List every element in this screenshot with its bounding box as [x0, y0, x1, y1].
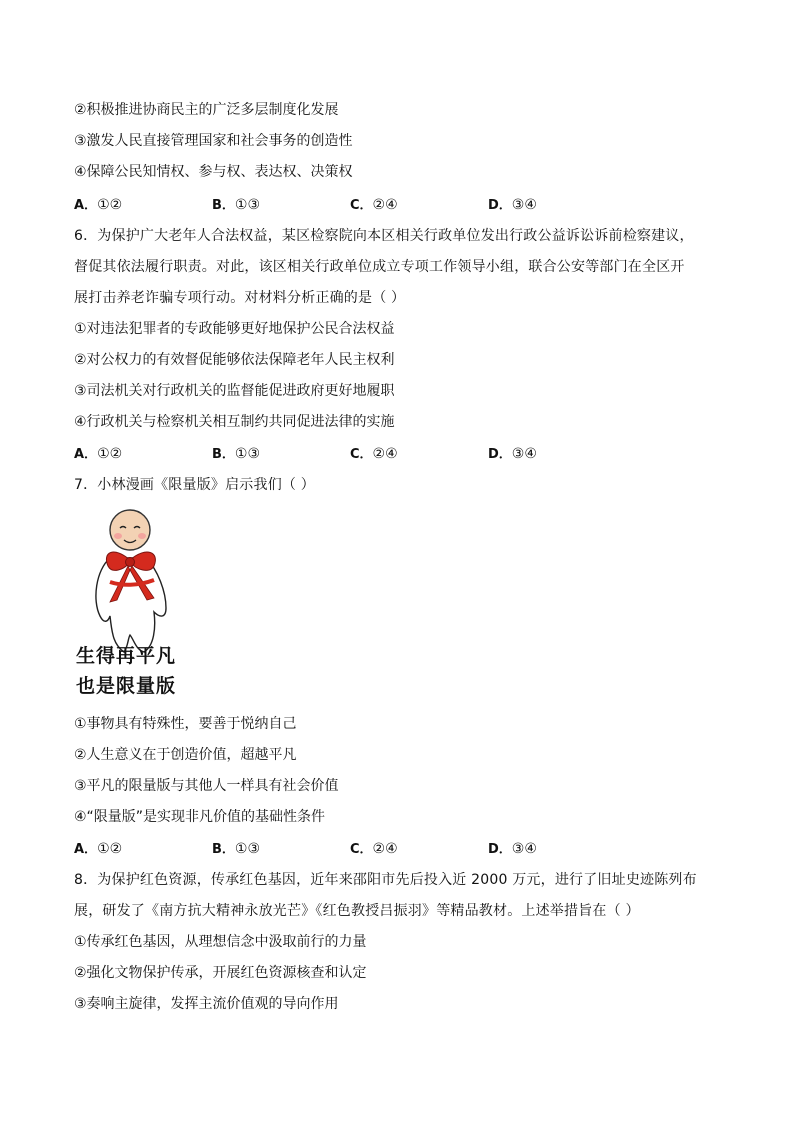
q6-stem-line-2: 督促其依法履行职责。对此，该区相关行政单位成立专项工作领导小组，联合公安等部门在全区开: [74, 259, 685, 275]
q6-choices: [74, 444, 714, 464]
q7-choice-b[interactable]: B．①③: [212, 841, 261, 857]
q5-choice-b[interactable]: B．①③: [212, 197, 261, 213]
q7-option-4: ④“限量版”是实现非凡价值的基础性条件: [74, 809, 326, 825]
q5-option-4: ④保障公民知情权、参与权、表达权、决策权: [74, 164, 353, 180]
q8-option-2: ②强化文物保护传承，开展红色资源核查和认定: [74, 965, 367, 981]
q6-choice-d[interactable]: D．③④: [488, 446, 537, 462]
cartoon-caption-line-2: 也是限量版: [76, 675, 177, 697]
q5-option-2: ②积极推进协商民主的广泛多层制度化发展: [74, 102, 339, 118]
q6-option-4: ④行政机关与检察机关相互制约共同促进法律的实施: [74, 414, 395, 430]
q6-choice-a[interactable]: A．①②: [74, 446, 123, 462]
q8-option-1: ①传承红色基因，从理想信念中汲取前行的力量: [74, 934, 367, 950]
q5-choice-a[interactable]: A．①②: [74, 197, 123, 213]
q6-choice-b[interactable]: B．①③: [212, 446, 261, 462]
q7-option-2: ②人生意义在于创造价值，超越平凡: [74, 747, 297, 763]
q7-choice-c[interactable]: C．②④: [350, 841, 398, 857]
q7-option-3: ③平凡的限量版与其他人一样具有社会价值: [74, 778, 339, 794]
q5-choice-d[interactable]: D．③④: [488, 197, 537, 213]
q8-stem-line-1: 8．为保护红色资源，传承红色基因，近年来邵阳市先后投入近 2000 万元，进行了旧址史迹陈列布: [74, 872, 697, 888]
q5-choice-c[interactable]: C．②④: [350, 197, 398, 213]
q6-option-2: ②对公权力的有效督促能够依法保障老年人民主权利: [74, 352, 395, 368]
q7-choice-a[interactable]: A．①②: [74, 841, 123, 857]
q6-stem-line-1: 6．为保护广大老年人合法权益，某区检察院向本区相关行政单位发出行政公益诉讼诉前检察建议，: [74, 228, 694, 244]
q7-choices: [74, 839, 714, 859]
q5-option-3: ③激发人民直接管理国家和社会事务的创造性: [74, 133, 353, 149]
q6-option-1: ①对违法犯罪者的专政能够更好地保护公民合法权益: [74, 321, 395, 337]
q8-stem-line-2: 展，研发了《南方抗大精神永放光芒》《红色教授吕振羽》等精品教材。上述举措旨在（ ）: [74, 903, 640, 919]
q7-stem: 7．小林漫画《限量版》启示我们（ ）: [74, 477, 315, 493]
q5-choices: [74, 195, 714, 215]
q6-option-3: ③司法机关对行政机关的监督能促进政府更好地履职: [74, 383, 395, 399]
q7-option-1: ①事物具有特殊性，要善于悦纳自己: [74, 716, 297, 732]
q8-option-3: ③奏响主旋律，发挥主流价值观的导向作用: [74, 996, 339, 1012]
q6-choice-c[interactable]: C．②④: [350, 446, 398, 462]
cartoon-caption-line-1: 生得再平凡: [76, 645, 177, 667]
cartoon-head: [110, 510, 150, 550]
q7-choice-d[interactable]: D．③④: [488, 841, 537, 857]
q6-stem-line-3: 展打击养老诈骗专项行动。对材料分析正确的是（ ）: [74, 290, 406, 306]
